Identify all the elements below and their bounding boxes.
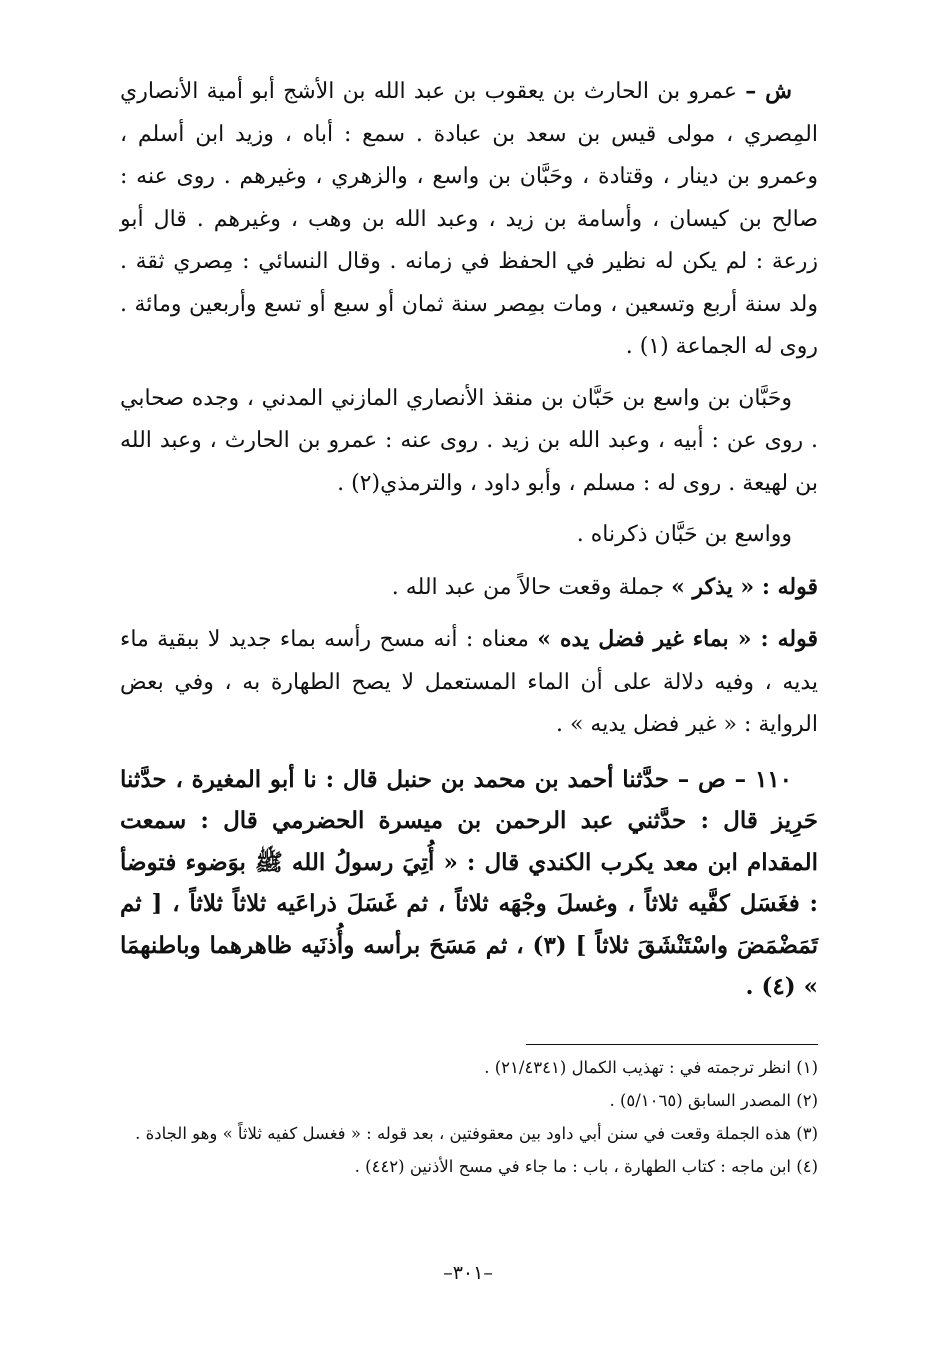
hadith-110: ١١٠ – ص – حدَّثنا أحمد بن محمد بن حنبل قال : نا أبو المغيرة ، حدَّثنا حَرِيز قال : حدَّثني عبد الرحمن بن ميسرة الحضرمي قال : سمعت المقدام ابن معد يكرب الكندي قال : « أُتِيَ رسولُ الله ﷺ بوَضوء فتوضأ : فغَسَل كفَّيه ثلاثاً ، وغسلَ وجْهَه ثلاثاً ، ثم غَسَلَ ذراعَيه ثلاثاً ثلاثاً ، [ ثم تَمَضْمَضَ واسْتَنْشَقَ ثلاثاً ] (٣) ، ثم مَسَحَ برأسه وأُذنَيه ظاهرهما وباطنهمَا » (٤) .: [120, 765, 818, 1000]
main-text: [120, 70, 818, 1008]
paragraph-text: معناه : أنه مسح رأسه بماء جديد لا ببقية ماء يديه ، وفيه دلالة على أن الماء المستعمل لا يصح الطهارة به ، وفي بعض الرواية : « غير فضل يديه » .: [120, 627, 818, 737]
paragraph-wasi-bin-habban: [120, 514, 818, 557]
footnote-3: (٣) هذه الجملة وقعت في سنن أبي داود بين معقوفتين ، بعد قوله : « فغسل كفيه ثلاثاً » وهو الجادة .: [135, 1124, 818, 1143]
paragraph-lead: قوله : « بماء غير فضل يده »: [537, 626, 818, 652]
paragraph-qawluh-yadhkur: [120, 566, 818, 610]
paragraph-habban-bin-wasi: [120, 378, 818, 506]
paragraph-text: وحَبَّان بن واسع بن حَبَّان بن منقذ الأنصاري المازني المدني ، وجده صحابي . روى عن : أبيه ، وعبد الله بن زيد . روى عنه : عمرو بن الحارث ، وعبد الله بن لهيعة . روى له : مسلم ، وأبو داود ، والترمذي(٢) .: [120, 385, 818, 496]
page-number: –٣٠١–: [443, 1262, 493, 1284]
paragraph-amr-bin-al-harith: [120, 70, 818, 369]
paragraph-qawluh-bimaa: [120, 618, 818, 747]
footnote-4: (٤) ابن ماجه : كتاب الطهارة ، باب : ما جاء في مسح الأذنين (٤٤٢) .: [354, 1157, 818, 1176]
footnote-2: (٢) المصدر السابق (٥/١٠٦٥) .: [609, 1091, 818, 1110]
footnote-1: (١) انظر ترجمته في : تهذيب الكمال (٢١/٤٣٤١) .: [484, 1058, 818, 1077]
paragraph-text: عمرو بن الحارث بن يعقوب بن عبد الله بن الأشج أبو أمية الأنصاري المِصري ، مولى قيس بن سعد بن عبادة . سمع : أباه ، وزيد ابن أسلم ، وعمرو بن دينار ، وقتادة ، وحَبَّان بن واسع ، والزهري ، وغيرهم . روى عنه : صالح بن كيسان ، وأسامة بن زيد ، وعبد الله بن وهب ، وغيرهم . قال أبو زرعة : لم يكن له نظير في الحفظ في زمانه . وقال النسائي : مِصري ثقة . ولد سنة أربع وتسعين ، ومات بمِصر سنة ثمان أو سبع أو تسع وأربعين ومائة . روى له الجماعة (١) .: [120, 79, 818, 359]
footnote-divider: [526, 1044, 818, 1045]
paragraph-lead: قوله : « يذكر »: [671, 573, 818, 600]
paragraph-lead: ش –: [745, 78, 793, 104]
footnotes: [120, 1052, 818, 1182]
paragraph-text: جملة وقعت حالاً من عبد الله .: [391, 574, 665, 600]
paragraph-text: وواسع بن حَبَّان ذكرناه .: [576, 522, 792, 547]
